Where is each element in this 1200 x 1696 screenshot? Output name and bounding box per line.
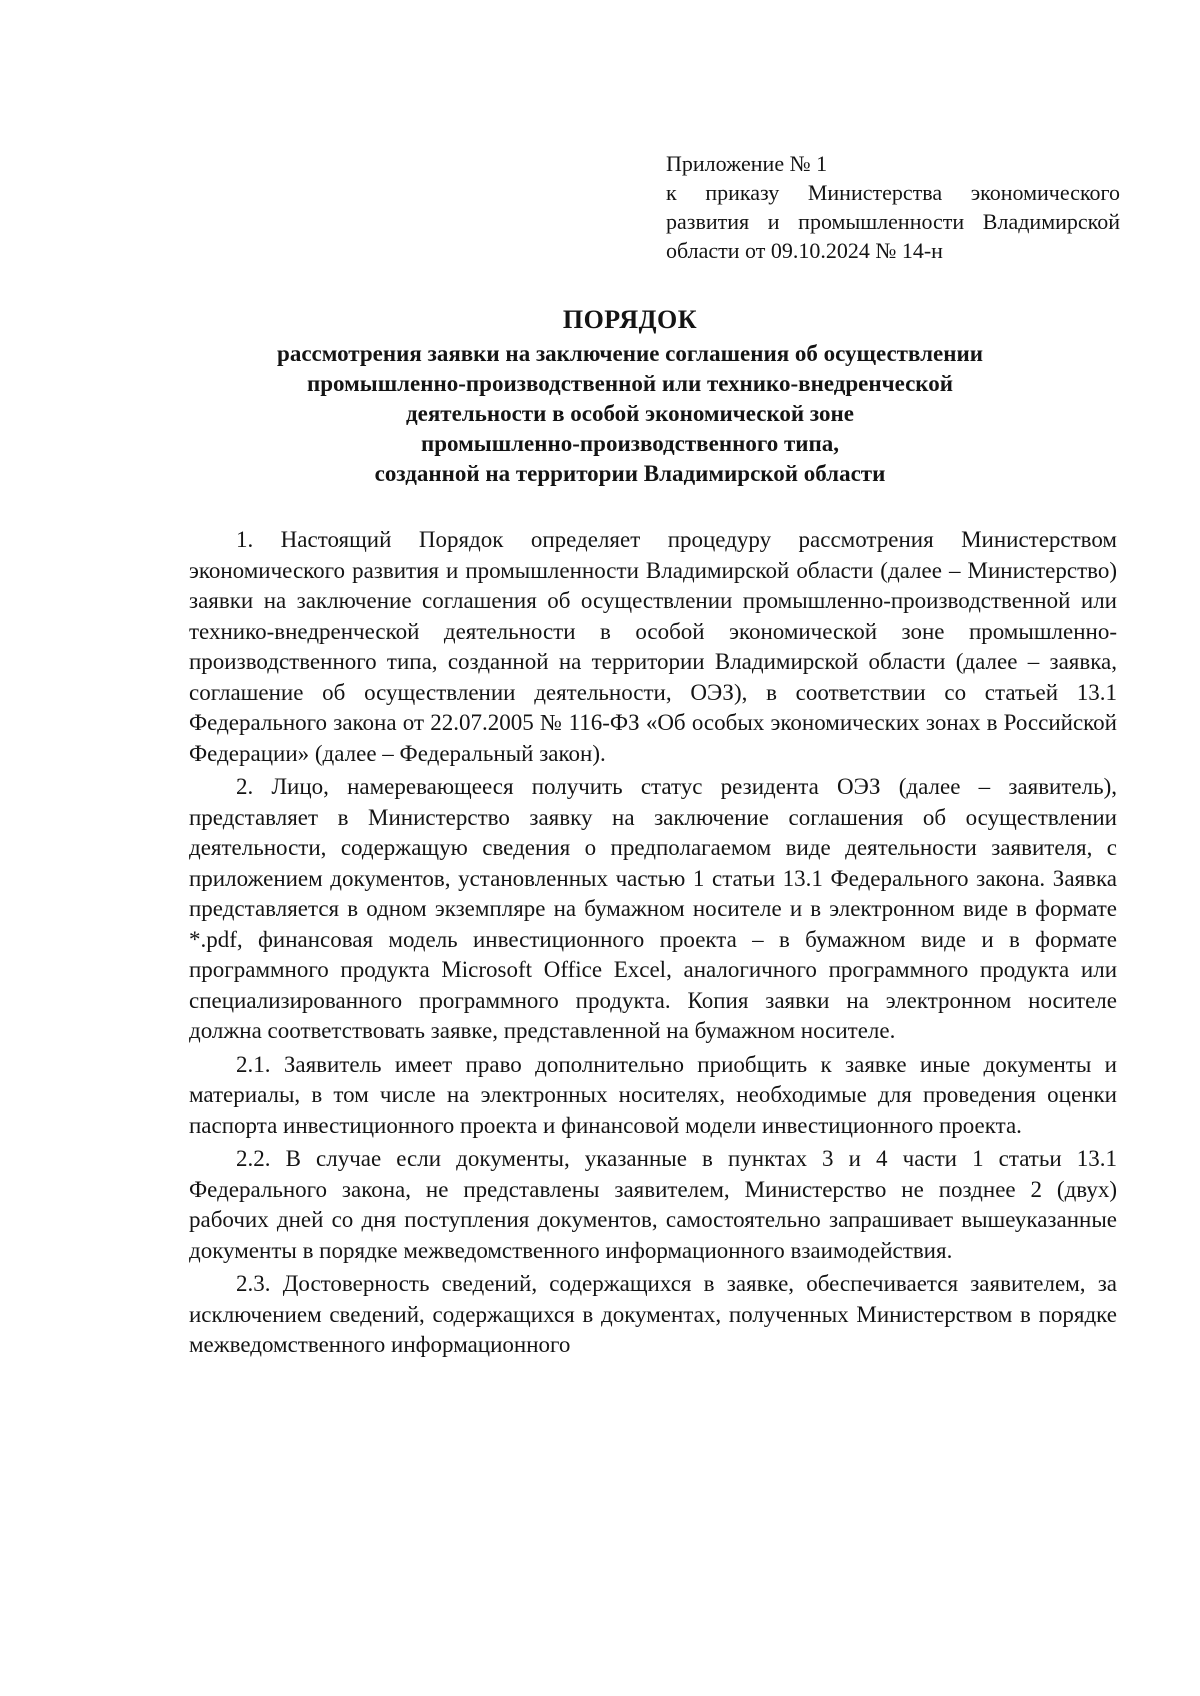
- paragraph-2-3: 2.3. Достоверность сведений, содержащихся в заявке, обеспечивается заявителем, за исключением сведений, содержащихся в документах, полученных Министерством в порядке межведомственного информационного: [189, 1271, 1117, 1357]
- appendix-header: [666, 149, 1120, 265]
- paragraph-2-1: 2.1. Заявитель имеет право дополнительно приобщить к заявке иные документы и материалы, в том числе на электронных носителях, необходимые для проведения оценки паспорта инвестиционного проекта и финансовой модели инвестиционного проекта.: [189, 1051, 1117, 1138]
- appendix-order-reference: к приказу Министерства экономического развития и промышленности Владимирской области от 09.10.2024 № 14-н: [666, 180, 1120, 263]
- paragraph-2-2: 2.2. В случае если документы, указанные в пунктах 3 и 4 части 1 статьи 13.1 Федерального закона, не представлены заявителем, Министерство не позднее 2 (двух) рабочих дней со дня поступления документов, самостоятельно запрашивает вышеуказанные документы в порядке межведомственного информационного взаимодействия.: [189, 1146, 1117, 1263]
- paragraph-1: 1. Настоящий Порядок определяет процедуру рассмотрения Министерством экономического развития и промышленности Владимирской области (далее – Министерство) заявки на заключение соглашения об осуществлении промышленно-производственной или технико-внедренческой деятельности в особой экономической зоне промышленно-производственного типа, созданной на территории Владимирской области (далее – заявка, соглашение об осуществлении деятельности, ОЭЗ), в соответствии со статьей 13.1 Федерального закона от 22.07.2005 № 116-ФЗ «Об особых экономических зонах в Российской Федерации» (далее – Федеральный закон).: [189, 527, 1117, 766]
- subtitle-line: промышленно-производственного типа,: [420, 431, 839, 456]
- subtitle-line: рассмотрения заявки на заключение соглашения об осуществлении: [277, 341, 983, 366]
- subtitle-line: созданной на территории Владимирской области: [374, 461, 886, 486]
- document-title-block: [150, 305, 1110, 489]
- appendix-number: Приложение № 1: [666, 151, 828, 176]
- document-title: ПОРЯДОК: [562, 305, 698, 334]
- paragraph-2: 2. Лицо, намеревающееся получить статус резидента ОЭЗ (далее – заявитель), представляет в Министерство заявку на заключение соглашения об осуществлении деятельности, содержащую сведения о предполагаемом виде деятельности заявителя, с приложением документов, установленных частью 1 статьи 13.1 Федерального закона. Заявка представляется в одном экземпляре на бумажном носителе и в электронном виде в формате *.pdf, финансовая модель инвестиционного проекта – в бумажном виде и в формате программного продукта Microsoft Office Excel, аналогичного программного продукта или специализированного программного продукта. Копия заявки на электронном носителе должна соответствовать заявке, представленной на бумажном носителе.: [189, 774, 1117, 1043]
- document-subtitle: [150, 339, 1110, 489]
- subtitle-line: деятельности в особой экономической зоне: [405, 401, 854, 426]
- document-body: [189, 525, 1117, 1361]
- subtitle-line: промышленно-производственной или технико-внедренческой: [307, 371, 953, 396]
